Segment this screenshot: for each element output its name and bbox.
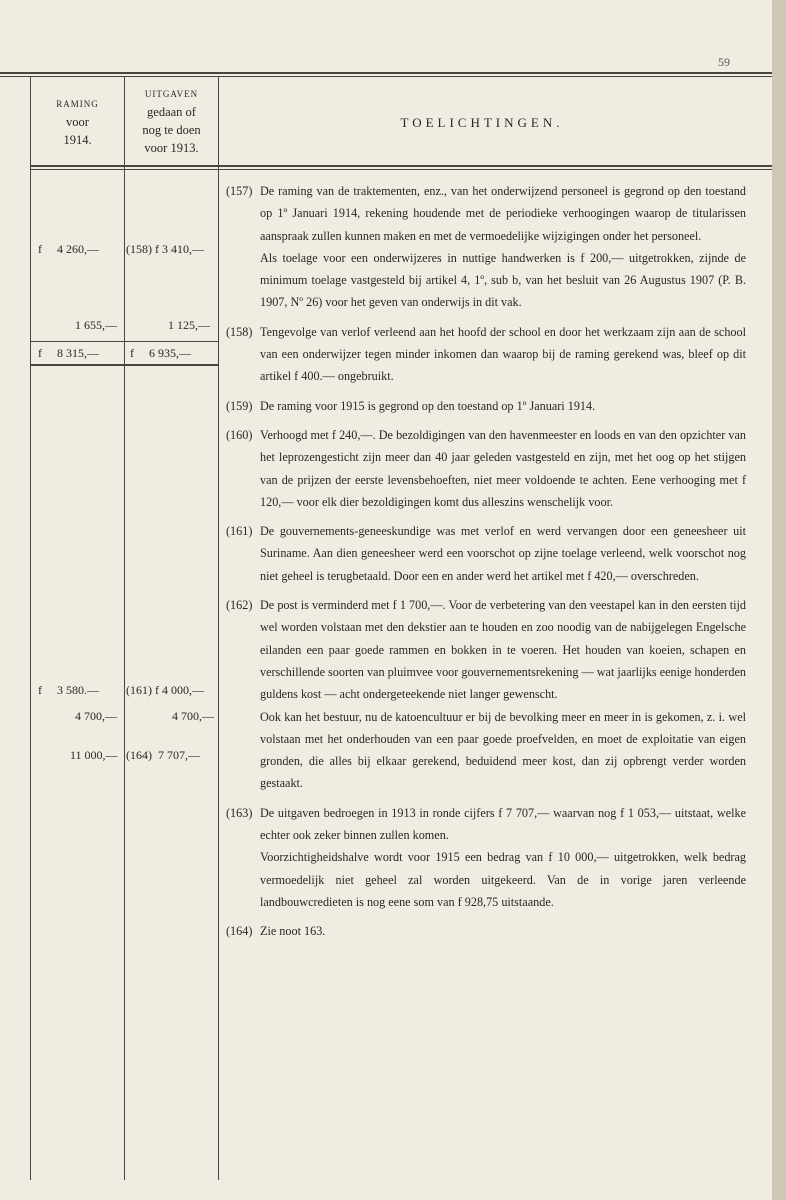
note-158: [226, 321, 746, 388]
note-number: (159): [226, 398, 253, 413]
header-raming: RAMING voor 1914.: [56, 99, 99, 147]
column-rule-right: [218, 77, 219, 1180]
header-top-rule-thin: [0, 76, 772, 77]
uitgaven-amount: 1 125,—: [168, 318, 210, 332]
note-number: (164): [226, 924, 253, 939]
page-number: 59: [718, 55, 730, 69]
note-162: [226, 594, 746, 795]
note-paragraph: De raming voor 1915 is gegrond op den toestand op 1º Januari 1914.: [260, 398, 596, 413]
note-paragraph: Zie noot 163.: [260, 924, 326, 939]
note-paragraph: Als toelage voor een onderwijzeres in nuttige handwerken is f 200,— uitgetrokken, zijnde de minimum toelage vastgesteld bij artikel 4, 1º, sub b, van het besluit van 26 Augustus 1907 (P. B. 1907, Nº 26) voor het geven van onderwijs in dit vak.: [260, 250, 746, 310]
note-157: [226, 180, 746, 314]
subtotal-rule-1: [30, 341, 124, 342]
raming-amount: 11 000,—: [70, 748, 118, 762]
note-paragraph: De post is verminderd met f 1 700,—. Voor de verbetering van den veestapel kan in den eersten tijd wel worden volstaan met den dekstier aan te houden en zoo noodig van de nabijgelegen Engelsche eilanden een paar goede rammen en bokken in te voeren. Het houden van koeien, schapen en verschillende soorten van pluimvee voor gouvernementsrekening — wat jaarlijks eenige honderden guldens kost — acht ondergeteekende niet langer gewenscht.: [260, 598, 746, 702]
raming-amount: 1 655,—: [75, 318, 117, 332]
uitgaven-amount: 4 700,—: [172, 709, 214, 723]
note-paragraph: Tengevolge van verlof verleend aan het hoofd der school en door het werkzaam zijn aan de school van een onderwijzer tegen minder inkomen dan waarop bij de raming gerekend was, bleef op dit artikel f 400.— ongebruikt.: [260, 324, 746, 384]
total-rule-2: [125, 364, 218, 366]
note-number: (157): [226, 184, 253, 198]
column-rule-mid: [124, 77, 125, 1180]
header-top-rule: [0, 72, 772, 74]
note-164: [226, 920, 746, 942]
uitgaven-amount: (164) 7 707,—: [126, 748, 200, 762]
note-number: (161): [226, 524, 253, 539]
note-paragraph: De raming van de traktementen, enz., van het onderwijzend personeel is gegrond op den toestand op 1º Januari 1914, rekening houdende met de periodieke verhoogingen waarop de titularissen aanspraak zullen kunnen maken en met de vermoedelijke wijzigingen onder het personeel.: [260, 184, 746, 243]
raming-amount: f 8 315,—: [38, 346, 99, 360]
header-bottom-rule: [30, 165, 772, 167]
subtotal-rule-2: [125, 341, 218, 342]
uitgaven-amount: f 6 935,—: [130, 346, 191, 360]
uitgaven-amount: (158) f 3 410,—: [126, 242, 204, 256]
note-paragraph: Verhoogd met f 240,—. De bezoldigingen van den havenmeester en loods en van den opzichter van het leprozengesticht zijn meer dan 40 jaar geleden vastgesteld en zijn, met het oog op het stijgen van de prijzen der eerste levensbehoeften, niet meer voldoende te achten. Eene verhooging met f 120,— voor elk dier bezoldigingen komt dus alleszins wenschelijk voor.: [260, 427, 746, 509]
total-rule-1: [30, 364, 124, 366]
note-paragraph: Voorzichtigheidshalve wordt voor 1915 een bedrag van f 10 000,— uitgetrokken, welk bedrag vermoedelijk niet geheel zal worden uitgekeerd. Van de in vorige jaren verleende landbouwcredieten is nog eene som van f 928,75 uitstaande.: [260, 850, 746, 909]
page-edge: [772, 0, 786, 1200]
note-159: [226, 395, 746, 417]
header-toelichtingen: TOELICHTINGEN.: [400, 115, 564, 130]
note-number: (163): [226, 805, 253, 820]
note-163: [226, 802, 746, 913]
notes-column: [226, 180, 746, 950]
column-rule-left: [30, 77, 31, 1180]
note-160: [226, 424, 746, 513]
note-paragraph: Ook kan het bestuur, nu de katoencultuur er bij de bevolking meer en meer in is gekomen, z. i. wel volstaan met het onderhouden van een paar goede proefvelden, en moet de exploitatie van eigen gronden, die alles bij elkaar gerekend, beduidend meer kost, dan zij opbrengt verder worden gestaakt.: [260, 709, 746, 791]
note-161: [226, 520, 746, 587]
note-number: (158): [226, 324, 253, 339]
note-number: (160): [226, 427, 253, 442]
raming-amount: f 3 580.—: [38, 683, 99, 697]
note-paragraph: De uitgaven bedroegen in 1913 in ronde cijfers f 7 707,— waarvan nog f 1 053,— uitstaat, welke echter ook zeker binnen zullen komen.: [260, 805, 746, 843]
uitgaven-amount: (161) f 4 000,—: [126, 683, 204, 697]
header-uitgaven: UITGAVEN gedaan of nog te doen voor 1913.: [142, 89, 201, 155]
raming-amount: 4 700,—: [75, 709, 117, 723]
note-number: (162): [226, 598, 253, 613]
raming-amount: f 4 260,—: [38, 242, 99, 256]
note-paragraph: De gouvernements-geneeskundige was met verlof en werd vervangen door een geneesheer uit Suriname. Aan dien geneesheer werd een voorschot op zijne toelage verleend, welk voorschot nog niet geheel is terugbetaald. Door een en ander werd het artikel met f 420,— overschreden.: [260, 524, 746, 583]
header-bottom-rule-thin: [30, 169, 772, 170]
